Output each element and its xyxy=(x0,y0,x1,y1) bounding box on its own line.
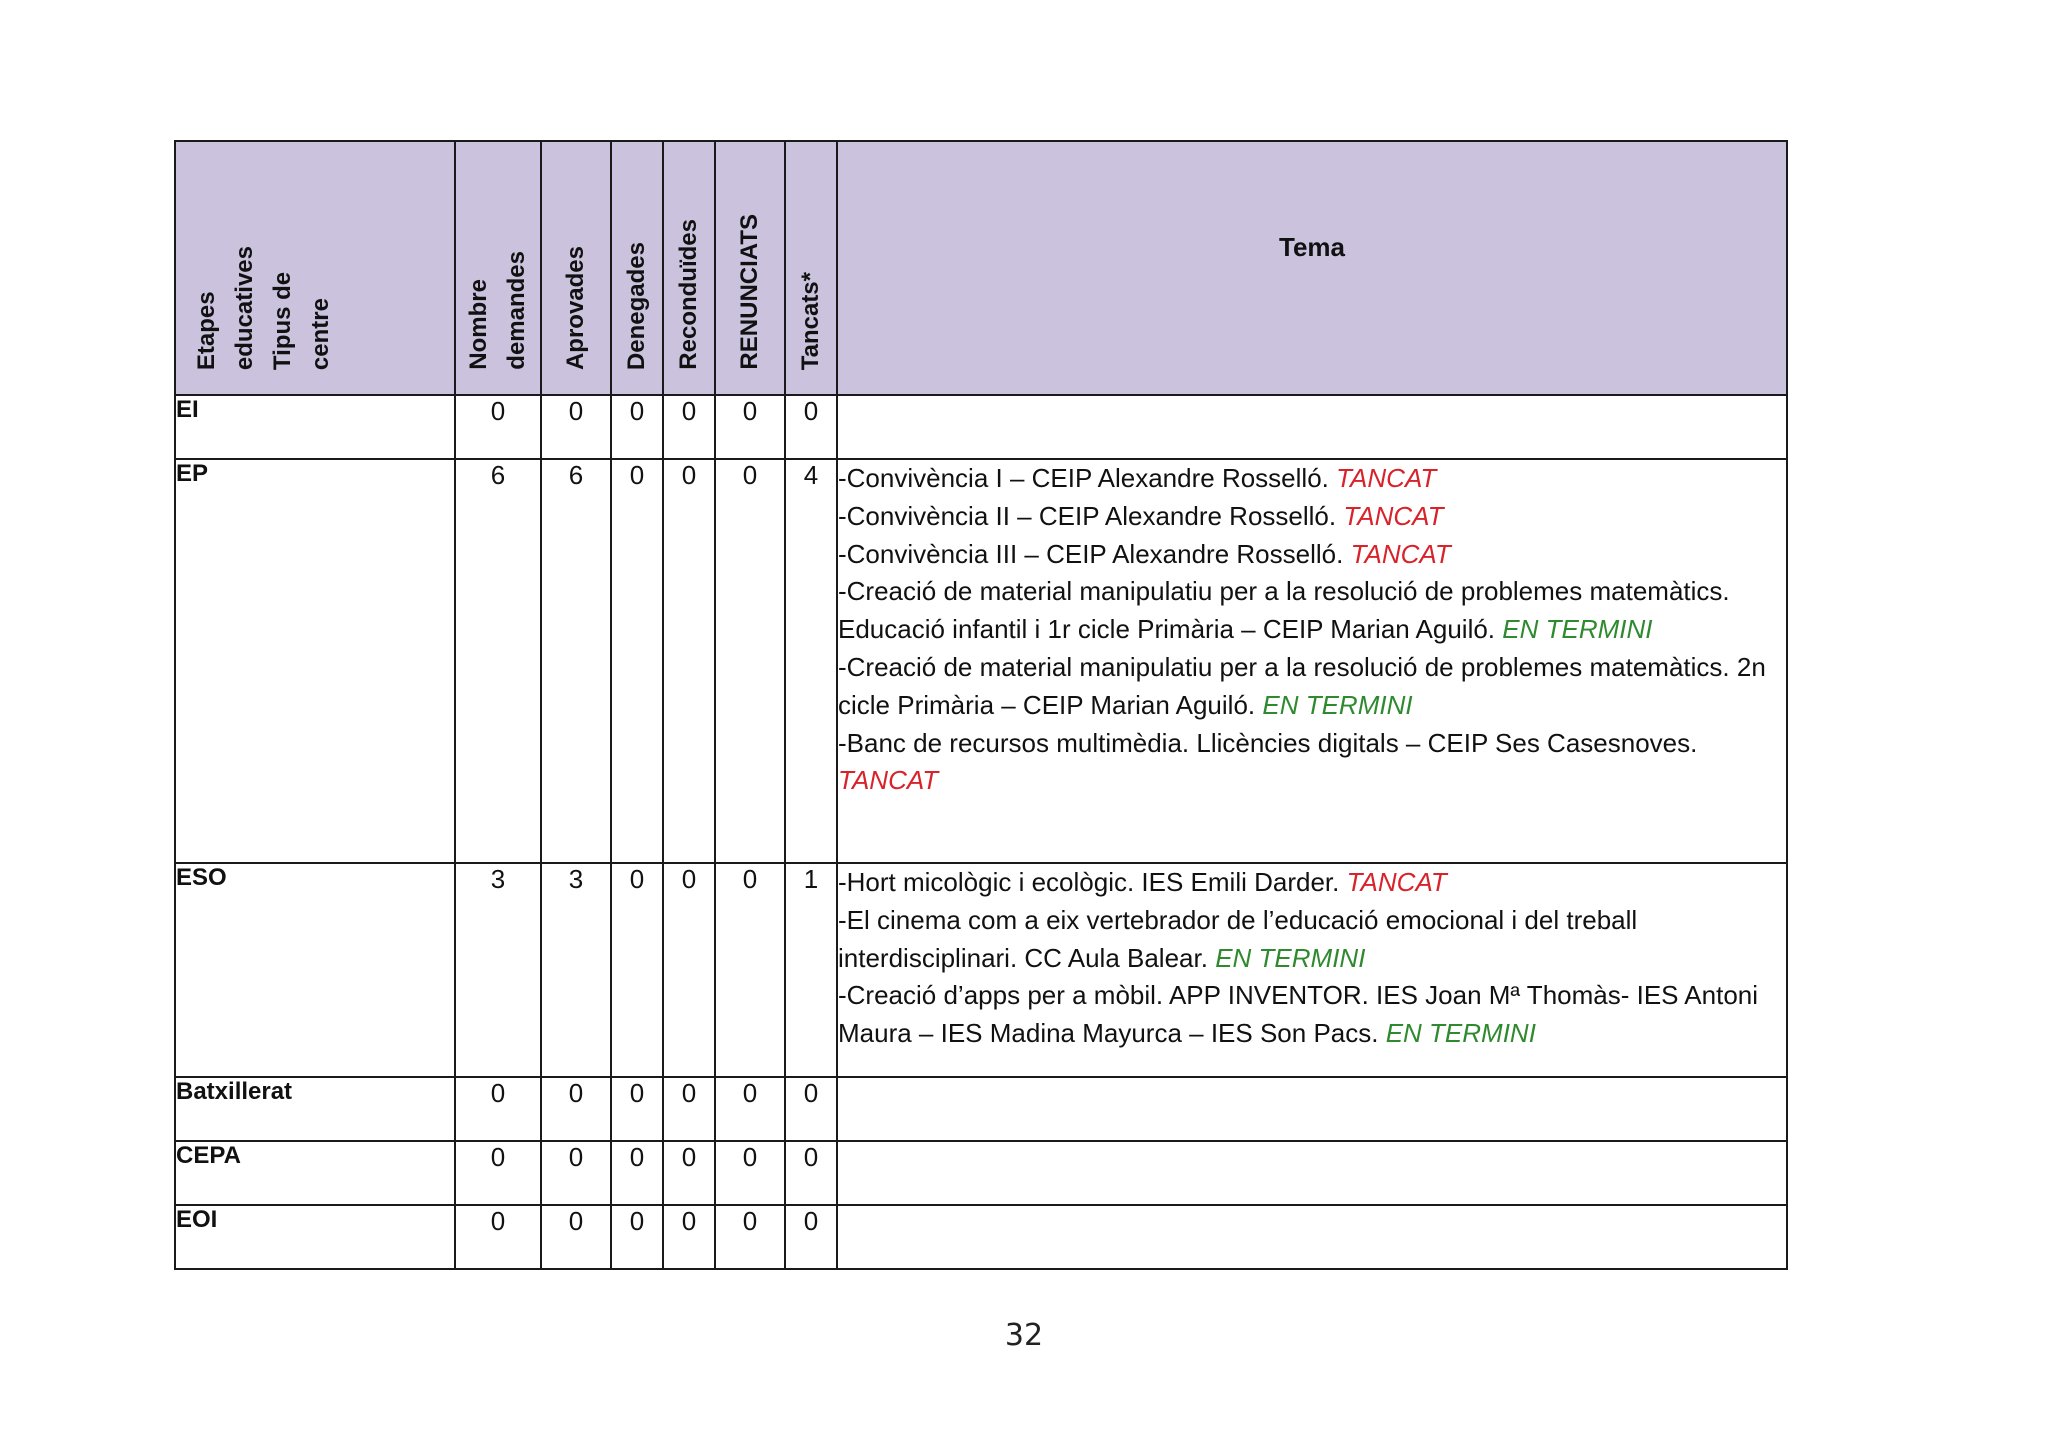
stage-cell: Batxillerat xyxy=(175,1077,455,1141)
value-cell: 1 xyxy=(785,863,837,1077)
value-cell: 0 xyxy=(455,1141,541,1205)
status-label: TANCAT xyxy=(1343,500,1444,531)
header-approved-label: Aprovades xyxy=(562,245,589,370)
value-cell: 3 xyxy=(455,863,541,1077)
value-cell: 0 xyxy=(663,459,715,863)
topic-item xyxy=(838,725,1786,801)
stage-cell: EP xyxy=(175,459,455,863)
topic-item xyxy=(838,977,1786,1053)
value-cell: 0 xyxy=(611,1077,663,1141)
topic-text: -Convivència III – CEIP Alexandre Rosselló. xyxy=(838,538,1351,569)
status-label: TANCAT xyxy=(838,765,939,796)
value-cell: 3 xyxy=(541,863,611,1077)
header-requests xyxy=(455,141,541,395)
topic-item xyxy=(838,864,1786,902)
topic-item xyxy=(838,902,1786,978)
header-closed-label: Tancats* xyxy=(797,271,824,370)
value-cell: 0 xyxy=(611,863,663,1077)
value-cell: 6 xyxy=(541,459,611,863)
status-label: TANCAT xyxy=(1350,538,1451,569)
topic-cell xyxy=(837,459,1787,863)
status-label: EN TERMINI xyxy=(1385,1018,1536,1049)
status-label: TANCAT xyxy=(1336,463,1437,493)
value-cell: 0 xyxy=(715,1205,785,1269)
value-cell: 0 xyxy=(541,1205,611,1269)
page-number: 32 xyxy=(1004,1318,1044,1353)
value-cell: 0 xyxy=(715,1077,785,1141)
value-cell: 0 xyxy=(541,395,611,459)
table-row xyxy=(175,863,1787,1077)
topic-item xyxy=(838,460,1786,498)
value-cell: 0 xyxy=(715,863,785,1077)
header-withdrawn-label: RENUNCIATS xyxy=(736,214,763,370)
value-cell: 0 xyxy=(663,863,715,1077)
stage-cell: ESO xyxy=(175,863,455,1077)
header-topic-label: Tema xyxy=(1279,232,1345,262)
topic-text: -Convivència I – CEIP Alexandre Rosselló. xyxy=(838,463,1337,493)
value-cell: 0 xyxy=(663,1141,715,1205)
table-row xyxy=(175,1141,1787,1205)
table-body xyxy=(175,395,1787,1269)
value-cell: 0 xyxy=(455,395,541,459)
value-cell: 0 xyxy=(785,1141,837,1205)
stage-cell: EI xyxy=(175,395,455,459)
stage-cell: CEPA xyxy=(175,1141,455,1205)
table-row xyxy=(175,395,1787,459)
header-redirected-label: Reconduïdes xyxy=(675,219,702,370)
header-topic xyxy=(837,141,1787,395)
value-cell: 0 xyxy=(785,1077,837,1141)
value-cell: 0 xyxy=(611,395,663,459)
header-redirected xyxy=(663,141,715,395)
value-cell: 0 xyxy=(455,1205,541,1269)
value-cell: 0 xyxy=(663,395,715,459)
value-cell: 0 xyxy=(785,1205,837,1269)
topic-text: -Creació de material manipulatiu per a la resolució de problemes matemàtics. Educació infantil i 1r cicle Primària – CEIP Marian Aguiló. xyxy=(838,576,1730,645)
topic-item xyxy=(838,498,1786,536)
topic-cell xyxy=(837,863,1787,1077)
value-cell: 0 xyxy=(663,1205,715,1269)
value-cell: 0 xyxy=(663,1077,715,1141)
stage-cell: EOI xyxy=(175,1205,455,1269)
value-cell: 0 xyxy=(455,1077,541,1141)
topic-text: -Convivència II – CEIP Alexandre Rosselló. xyxy=(838,500,1344,531)
topic-text: -Creació d’apps per a mòbil. APP INVENTOR. IES Joan Mª Thomàs- IES Antoni Maura – IES Madina Mayurca – IES Son Pacs. xyxy=(838,980,1759,1049)
value-cell: 0 xyxy=(541,1077,611,1141)
status-label: EN TERMINI xyxy=(1262,689,1413,720)
value-cell: 0 xyxy=(611,459,663,863)
topic-item xyxy=(838,536,1786,574)
status-label: TANCAT xyxy=(1346,867,1447,897)
value-cell: 0 xyxy=(611,1205,663,1269)
topic-item xyxy=(838,649,1786,725)
value-cell: 6 xyxy=(455,459,541,863)
value-cell: 4 xyxy=(785,459,837,863)
value-cell: 0 xyxy=(541,1141,611,1205)
header-closed xyxy=(785,141,837,395)
value-cell: 0 xyxy=(715,459,785,863)
header-row xyxy=(175,141,1787,395)
header-approved xyxy=(541,141,611,395)
topic-text: -Creació de material manipulatiu per a la resolució de problemes matemàtics. 2n cicle Primària – CEIP Marian Aguiló. xyxy=(838,651,1766,720)
header-denied-label: Denegades xyxy=(623,241,650,370)
header-requests-label: Nombre demandes xyxy=(465,251,530,370)
value-cell: 0 xyxy=(611,1141,663,1205)
table-row xyxy=(175,1077,1787,1141)
topic-cell xyxy=(837,1077,1787,1141)
table-row xyxy=(175,1205,1787,1269)
topic-text: -Banc de recursos multimèdia. Llicències digitals – CEIP Ses Casesnoves. xyxy=(838,727,1698,758)
header-denied xyxy=(611,141,663,395)
topic-text: -Hort micològic i ecològic. IES Emili Darder. xyxy=(838,867,1347,897)
value-cell: 0 xyxy=(715,395,785,459)
header-stage xyxy=(175,141,455,395)
topic-cell xyxy=(837,1141,1787,1205)
header-withdrawn xyxy=(715,141,785,395)
table-row xyxy=(175,459,1787,863)
topic-cell xyxy=(837,1205,1787,1269)
topic-text: -El cinema com a eix vertebrador de l’educació emocional i del treball interdisciplinari. CC Aula Balear. xyxy=(838,904,1638,973)
status-label: EN TERMINI xyxy=(1215,942,1366,973)
projects-table xyxy=(174,140,1788,1270)
topic-item xyxy=(838,573,1786,649)
value-cell: 0 xyxy=(785,395,837,459)
status-label: EN TERMINI xyxy=(1502,614,1653,645)
topic-cell xyxy=(837,395,1787,459)
header-stage-label: Etapes educatives Tipus de centre xyxy=(193,245,334,370)
value-cell: 0 xyxy=(715,1141,785,1205)
